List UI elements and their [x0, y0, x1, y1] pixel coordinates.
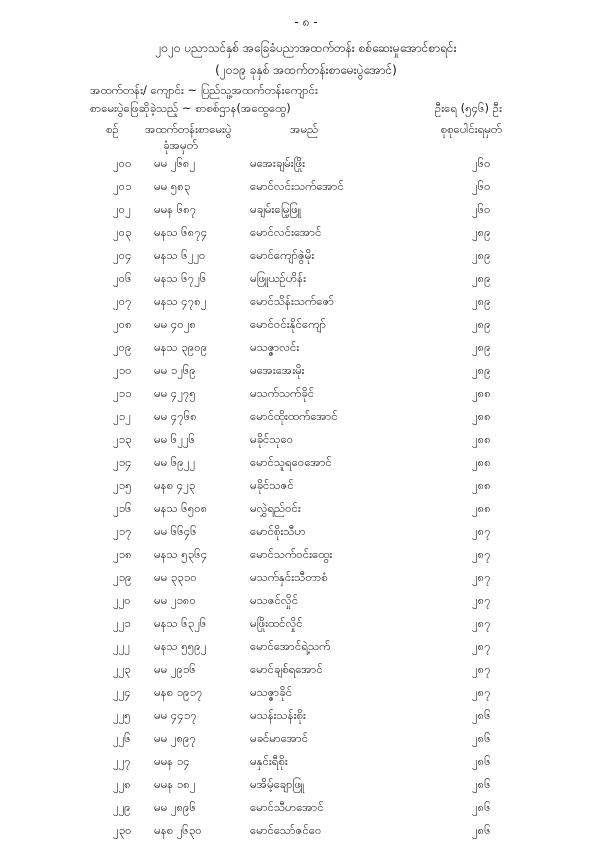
roll-number: မမ ၄၀၂၈ [154, 317, 196, 331]
roll-number: မမန ၆၈၇ [154, 202, 197, 216]
student-name: မသက်သက်ခိုင် [250, 386, 315, 400]
row-number: ၂၁၉ [113, 570, 132, 584]
table-row [0, 524, 612, 547]
results-table [0, 156, 612, 846]
student-name: မခင်မာအောင် [250, 731, 309, 745]
student-name: မောင်ထိုးထက်အောင် [250, 409, 338, 423]
row-number: ၂၁၆ [113, 501, 132, 515]
roll-number: မနသ ၅၃၆၄ [154, 547, 208, 561]
total-score: ၂၈၉ [472, 271, 491, 285]
roll-number: မမ ၆၆၄၆ [154, 524, 197, 538]
table-row [0, 708, 612, 731]
roll-number: မမ ၂၈၉၆ [154, 800, 196, 814]
table-row [0, 202, 612, 225]
roll-number: မမ ၂၁၈၀ [154, 593, 196, 607]
table-row [0, 409, 612, 432]
row-number: ၂၀၃ [113, 225, 132, 239]
student-name: မသက်နှင်းသီတာစံ [250, 570, 328, 584]
roll-number: မမ ၂၈၉၇ [154, 731, 196, 745]
total-score: ၂၈၉ [472, 317, 491, 331]
total-score: ၂၈၈ [472, 478, 491, 492]
total-score: ၂၈၉ [472, 225, 491, 239]
document-subtitle: (၂၀၁၉ ခုနှစ် အထက်တန်းစာမေးပွဲအောင်) [215, 63, 397, 77]
row-number: ၂၁၈ [113, 547, 132, 561]
table-row [0, 478, 612, 501]
row-number: ၂၁၅ [113, 478, 132, 492]
column-header-score: စုစုပေါင်းရမှတ် [440, 122, 502, 136]
roll-number: မမ ၂၆၈၂ [154, 156, 196, 170]
table-row [0, 271, 612, 294]
table-row [0, 179, 612, 202]
total-score: ၂၈၆ [472, 823, 491, 837]
total-score: ၂၈၆ [472, 800, 491, 814]
row-number: ၂၂၃ [113, 662, 131, 676]
document-title: ၂၀၂၀ ပညာသင်နှစ် အခြေခံပညာအထက်တန်း စစ်ဆေးမှုအောင်စာရင်း [155, 41, 457, 55]
table-row [0, 317, 612, 340]
row-number: ၂၀၄ [113, 248, 132, 262]
student-name: မခိုင်သဇင် [250, 478, 294, 492]
roll-number: မနသ ၅၅၉၂ [154, 639, 207, 653]
roll-number: မနသ ၆၅၀၈ [154, 501, 208, 515]
student-name: မအိမ့်ချောဖြူ [250, 777, 305, 791]
roll-number: မနစ ၁၉၁၇ [154, 685, 203, 699]
total-score: ၂၈၇ [472, 593, 491, 607]
table-row [0, 340, 612, 363]
student-name: မောင်အောင်ရဲ့သက် [250, 639, 331, 653]
student-name: မသဇင်လှိုင် [250, 593, 299, 607]
table-row [0, 455, 612, 478]
column-header-roll-2: ခုံအမှတ် [163, 138, 198, 152]
row-number: ၂၁၇ [113, 524, 132, 538]
roll-number: မမ ၆၂၂၆ [154, 432, 196, 446]
table-row [0, 639, 612, 662]
table-row [0, 662, 612, 685]
roll-number: မနသ ၆၂၂၀ [154, 248, 206, 262]
row-number: ၂၃၀ [113, 823, 132, 837]
row-number: ၂၀၀ [113, 156, 132, 170]
student-name: မောင်သော်ဇင်ဝေ [250, 823, 322, 837]
row-number: ၂၁၄ [113, 455, 132, 469]
row-number: ၂၁၁ [113, 386, 132, 400]
student-name: မောင်ချစ်ရအောင် [250, 662, 323, 676]
total-score: ၂၈၈ [472, 386, 491, 400]
row-number: ၂၀၇ [113, 294, 132, 308]
table-row [0, 754, 612, 777]
student-name: မောင်လင်းသက်အောင် [250, 179, 344, 193]
total-count: ဦးရေ (၅၄၆) ဦး [434, 101, 502, 115]
table-row [0, 685, 612, 708]
student-name: မခိုင်သုဝေ [250, 432, 294, 446]
table-row [0, 731, 612, 754]
column-header-no: စဉ် [106, 122, 119, 136]
student-name: မောင်ကျော်ဇွဲမိုး [250, 248, 315, 262]
total-score: ၂၈၉ [472, 340, 491, 354]
student-name: မောင်သိန်းသက်ဇော် [250, 294, 335, 308]
table-row [0, 363, 612, 386]
row-number: ၂၂၄ [113, 685, 131, 699]
roll-number: မနစ ၄၂၃ [154, 478, 196, 492]
row-number: ၂၂၂ [113, 639, 130, 653]
table-row [0, 225, 612, 248]
total-score: ၂၈၈ [472, 455, 491, 469]
row-number: ၂၀၁ [113, 179, 132, 193]
school-line: အထက်တန်း/ ကျောင်း ~ ပြည်သူ့အထက်တန်းကျောင်း [90, 83, 318, 97]
total-score: ၂၈၇ [472, 639, 491, 653]
total-score: ၂၈၆ [472, 777, 491, 791]
row-number: ၂၂၈ [113, 777, 131, 791]
student-name: မသန်းသန်းစိုး [250, 708, 306, 722]
table-row [0, 547, 612, 570]
total-score: ၂၈၉ [472, 363, 491, 377]
roll-number: မမ ၆၉၂၂ [154, 455, 196, 469]
table-row [0, 294, 612, 317]
roll-number: မနသ ၆၈၇၄ [154, 225, 208, 239]
student-name: မဖြိုးထင်လှိုင် [250, 616, 303, 630]
roll-number: မမ ၃၃၁၀ [154, 570, 197, 584]
student-name: မောင်ဝင်းနိုင်ကျော် [250, 317, 327, 331]
roll-number: မနသ ၆၇၂၆ [154, 271, 207, 285]
row-number: ၂၂၁ [113, 616, 131, 630]
total-score: ၂၈၉ [472, 248, 491, 262]
total-score: ၂၈၈ [472, 409, 491, 423]
total-score: ၂၈၇ [472, 524, 491, 538]
column-header-roll: အထက်တန်းစာမေးပွဲ [145, 122, 232, 136]
roll-number: မနသ ၄၇၈၂ [154, 294, 207, 308]
student-name: မအေးချမ်းဖြိုး [250, 156, 306, 170]
table-row [0, 570, 612, 593]
table-row [0, 501, 612, 524]
table-row [0, 248, 612, 271]
row-number: ၂၂၇ [113, 754, 131, 768]
row-number: ၂၂၅ [113, 708, 131, 722]
student-name: မောင်သီဟအောင် [250, 800, 324, 814]
roll-number: မနသ ၆၃၂၆ [154, 616, 207, 630]
table-row [0, 800, 612, 823]
row-number: ၂၂၀ [113, 593, 131, 607]
roll-number: မမ ၂၉၁၆ [154, 662, 196, 676]
table-row [0, 156, 612, 179]
row-number: ၂၁၀ [113, 363, 132, 377]
total-score: ၂၆၀ [472, 179, 491, 193]
student-name: မနှင်းရီစိုး [250, 754, 288, 768]
exam-center-line: စာမေးပွဲဖြေဆိုခဲ့သည့် ~ စာစစ်ဌာန(အထွေထွေ) [90, 101, 291, 115]
roll-number: မမ ၅၈၃ [154, 179, 191, 193]
student-name: မောင်စိုးသီဟ [250, 524, 306, 538]
roll-number: မမ ၄၄၁၇ [154, 708, 197, 722]
roll-number: မမ ၄၂၇၅ [154, 386, 196, 400]
total-score: ၂၈၇ [472, 685, 491, 699]
total-score: ၂၈၈ [472, 501, 491, 515]
total-score: ၂၈၆ [472, 708, 491, 722]
total-score: ၂၆၀ [472, 156, 491, 170]
row-number: ၂၀၂ [113, 202, 131, 216]
row-number: ၂၂၆ [113, 731, 131, 745]
row-number: ၂၂၉ [113, 800, 131, 814]
row-number: ၂၁၂ [113, 409, 131, 423]
table-row [0, 823, 612, 846]
roll-number: မနစ ၂၆၃၀ [154, 823, 202, 837]
student-name: မောင်သက်ဝင်းထွေး [250, 547, 333, 561]
total-score: ၂၈၇ [472, 547, 491, 561]
table-row [0, 432, 612, 455]
row-number: ၂၀၆ [113, 271, 132, 285]
student-name: မသဇ္ဇာလင်း [250, 340, 300, 354]
page-number: - ၈ - [294, 15, 318, 29]
total-score: ၂၈၆ [472, 731, 491, 745]
roll-number: မမ ၄၇၆၈ [154, 409, 197, 423]
total-score: ၂၈၉ [472, 294, 491, 308]
table-row [0, 777, 612, 800]
student-name: မသဇ္ဇာခိုင် [250, 685, 293, 699]
student-name: မဖြူယဉ်ဟိန်း [250, 271, 307, 285]
student-name: မောင်သူရဝေအောင် [250, 455, 332, 469]
roll-number: မမ ၁၂၆၉ [154, 363, 196, 377]
roll-number: မမန ၁၈၂ [154, 777, 196, 791]
table-row [0, 616, 612, 639]
column-header-name: အမည် [290, 122, 319, 136]
row-number: ၂၀၈ [113, 317, 132, 331]
student-name: မလွှဲရည်ဝင်း [250, 501, 301, 515]
roll-number: မနသ ၃၉၀၉ [154, 340, 208, 354]
row-number: ၂၀၉ [113, 340, 132, 354]
row-number: ၂၁၃ [113, 432, 132, 446]
total-score: ၂၈၇ [472, 616, 491, 630]
total-score: ၂၈၇ [472, 662, 491, 676]
total-score: ၂၆၀ [472, 202, 491, 216]
total-score: ၂၈၆ [472, 754, 491, 768]
total-score: ၂၈၈ [472, 432, 491, 446]
student-name: မအေးအေးမိုး [250, 363, 305, 377]
total-score: ၂၈၇ [472, 570, 491, 584]
table-row [0, 593, 612, 616]
table-row [0, 386, 612, 409]
student-name: မောင်လင်းအောင် [250, 225, 322, 239]
roll-number: မမန ၁၄ [154, 754, 190, 768]
student-name: မချမ်းမြေ့ဖြူ [250, 202, 302, 216]
